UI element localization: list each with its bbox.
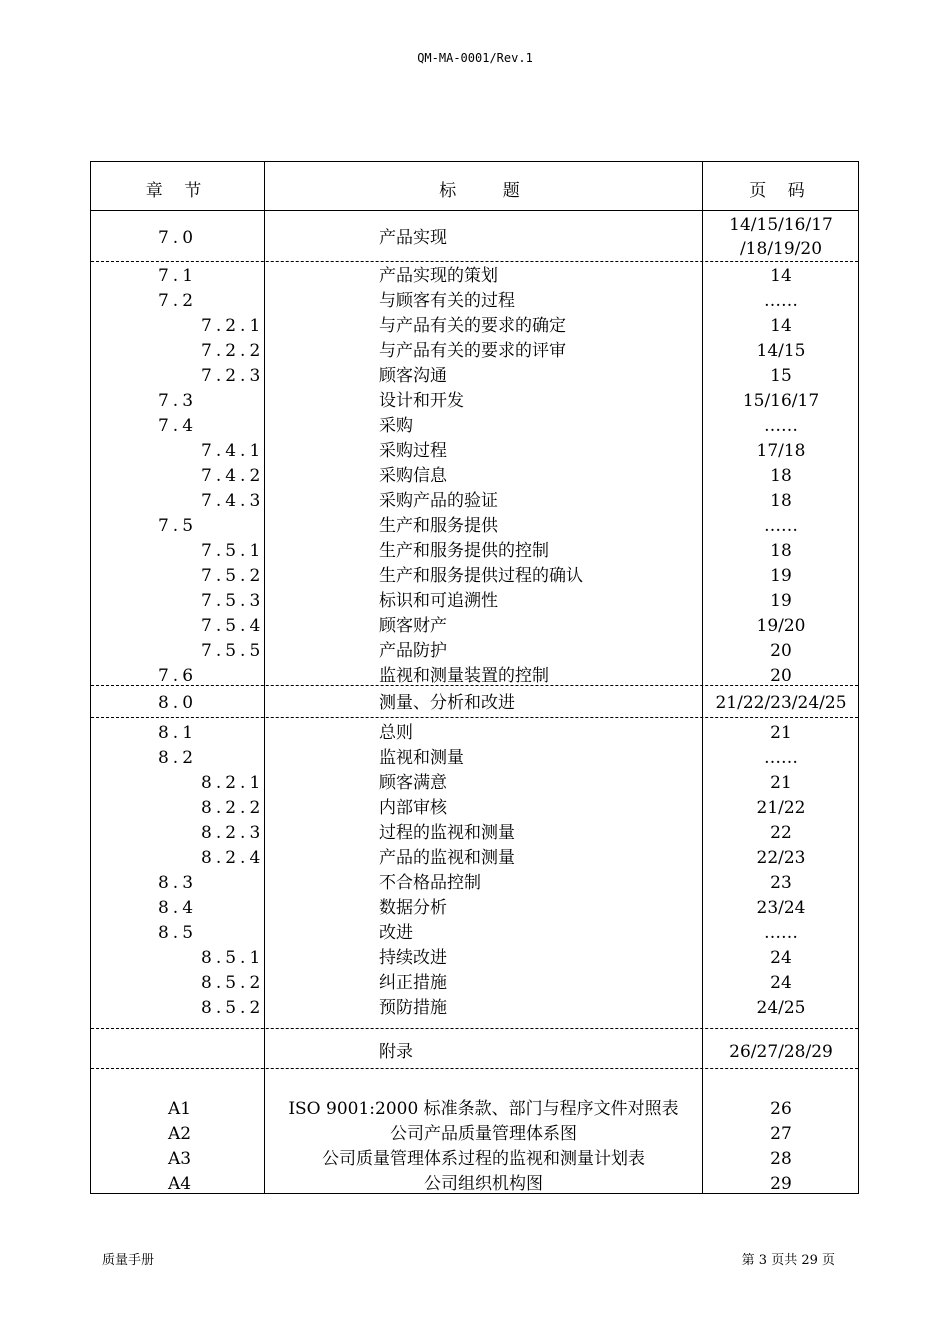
section-number: A1 xyxy=(168,1099,192,1119)
section-number: 7.4 xyxy=(157,416,198,436)
section-number: 7.3 xyxy=(157,391,198,411)
entry-title: ISO 9001:2000 标准条款、部门与程序文件对照表 xyxy=(288,1099,679,1119)
page-number: 29 xyxy=(770,1174,792,1194)
page-number: 21/22/23/24/25 xyxy=(715,693,847,713)
page-number: 19/20 xyxy=(756,616,806,636)
section-number: 7.4.2 xyxy=(201,466,265,486)
page-number-continued: /18/19/20 xyxy=(739,239,823,259)
page-number: 24/25 xyxy=(756,998,806,1018)
entry-title: 数据分析 xyxy=(379,898,447,918)
entry-title: 采购 xyxy=(379,416,413,436)
section-number: 8.3 xyxy=(157,873,198,893)
section-number: 7.6 xyxy=(157,666,198,686)
header-title: 标 题 xyxy=(439,181,528,201)
page-number: 26/27/28/29 xyxy=(729,1042,833,1062)
entry-title: 总则 xyxy=(379,723,413,743)
entry-title: 与顾客有关的过程 xyxy=(379,291,515,311)
page-number: 18 xyxy=(770,541,792,561)
section-number: 7.0 xyxy=(157,228,198,248)
footer-page-info: 第 3 页共 29 页 xyxy=(741,1253,835,1268)
page-number: 21 xyxy=(770,773,792,793)
section-number: 8.2.4 xyxy=(201,848,265,868)
entry-title: 预防措施 xyxy=(379,998,447,1018)
page-number: 18 xyxy=(770,491,792,511)
page-number: …… xyxy=(764,748,798,768)
entry-title: 公司产品质量管理体系图 xyxy=(390,1124,577,1144)
page-number: 14/15/16/17 xyxy=(729,215,833,235)
page-number: 20 xyxy=(770,641,792,661)
section-number: A4 xyxy=(168,1174,192,1194)
page-number: 14 xyxy=(770,316,792,336)
entry-title: 产品实现的策划 xyxy=(379,266,498,286)
page-number: 15/16/17 xyxy=(742,391,820,411)
entry-title: 产品实现 xyxy=(379,228,447,248)
page-number: …… xyxy=(764,516,798,536)
entry-title: 产品防护 xyxy=(379,641,447,661)
page-number: 24 xyxy=(770,948,792,968)
section-number: A2 xyxy=(168,1124,192,1144)
page-number: …… xyxy=(764,923,798,943)
entry-title: 监视和测量 xyxy=(379,748,464,768)
entry-title: 标识和可追溯性 xyxy=(379,591,498,611)
section-number: 8.0 xyxy=(157,693,198,713)
section-number: 7.5.3 xyxy=(201,591,265,611)
section-number: 8.2 xyxy=(157,748,198,768)
section-number: 8.5 xyxy=(157,923,198,943)
section-number: 7.4.1 xyxy=(201,441,265,461)
entry-title: 附录 xyxy=(379,1042,413,1062)
entry-title: 顾客财产 xyxy=(379,616,447,636)
page-number: 23/24 xyxy=(756,898,806,918)
section-number: 7.2 xyxy=(157,291,198,311)
entry-title: 生产和服务提供 xyxy=(379,516,498,536)
section-number: 8.5.2 xyxy=(201,973,265,993)
entry-title: 持续改进 xyxy=(379,948,447,968)
section-number: 7.4.3 xyxy=(201,491,265,511)
section-number: 7.2.3 xyxy=(201,366,265,386)
entry-title: 顾客满意 xyxy=(379,773,447,793)
group-divider xyxy=(91,1068,858,1069)
contents-table xyxy=(90,161,859,1194)
section-number: 8.2.1 xyxy=(201,773,265,793)
page-number: 22 xyxy=(770,823,792,843)
entry-title: 过程的监视和测量 xyxy=(379,823,515,843)
group-divider xyxy=(91,261,858,262)
page-number: 22/23 xyxy=(756,848,806,868)
header-page: 页 码 xyxy=(749,181,813,201)
section-number: 7.5.1 xyxy=(201,541,265,561)
section-number: 7.5 xyxy=(157,516,198,536)
page-number: 27 xyxy=(770,1124,792,1144)
page-number: 14/15 xyxy=(756,341,806,361)
entry-title: 改进 xyxy=(379,923,413,943)
entry-title: 采购产品的验证 xyxy=(379,491,498,511)
footer-manual-name: 质量手册 xyxy=(102,1253,155,1268)
entry-title: 与产品有关的要求的确定 xyxy=(379,316,566,336)
section-number: 8.2.2 xyxy=(201,798,265,818)
page-number: 15 xyxy=(770,366,792,386)
entry-title: 测量、分析和改进 xyxy=(379,693,515,713)
entry-title: 纠正措施 xyxy=(379,973,447,993)
entry-title: 生产和服务提供过程的确认 xyxy=(379,566,583,586)
page-number: 23 xyxy=(770,873,792,893)
group-divider xyxy=(91,717,858,718)
entry-title: 公司组织机构图 xyxy=(424,1174,543,1194)
header-section: 章 节 xyxy=(145,181,210,201)
page-number: …… xyxy=(764,291,798,311)
entry-title: 不合格品控制 xyxy=(379,873,481,893)
entry-title: 监视和测量装置的控制 xyxy=(379,666,549,686)
section-number: 7.2.1 xyxy=(201,316,265,336)
entry-title: 采购过程 xyxy=(379,441,447,461)
page-number: 19 xyxy=(770,591,792,611)
section-number: 7.5.4 xyxy=(201,616,265,636)
section-number: 8.1 xyxy=(157,723,198,743)
page-number: 26 xyxy=(770,1099,792,1119)
section-number: 7.1 xyxy=(157,266,198,286)
section-number: 8.2.3 xyxy=(201,823,265,843)
entry-title: 内部审核 xyxy=(379,798,447,818)
page-number: 19 xyxy=(770,566,792,586)
section-number: 7.5.2 xyxy=(201,566,265,586)
entry-title: 顾客沟通 xyxy=(379,366,447,386)
page-number: 28 xyxy=(770,1149,792,1169)
page-number: 21 xyxy=(770,723,792,743)
page-number: 18 xyxy=(770,466,792,486)
page-number: 24 xyxy=(770,973,792,993)
document-code: QM-MA-0001/Rev.1 xyxy=(417,51,533,65)
entry-title: 设计和开发 xyxy=(379,391,464,411)
page-number: 21/22 xyxy=(756,798,806,818)
header-divider xyxy=(91,210,858,211)
page-number: 14 xyxy=(770,266,792,286)
section-number: 8.5.2 xyxy=(201,998,265,1018)
section-number: A3 xyxy=(168,1149,192,1169)
group-divider xyxy=(91,1028,858,1029)
page-number: …… xyxy=(764,416,798,436)
page-number: 17/18 xyxy=(756,441,806,461)
section-number: 8.5.1 xyxy=(201,948,265,968)
page-number: 20 xyxy=(770,666,792,686)
entry-title: 生产和服务提供的控制 xyxy=(379,541,549,561)
entry-title: 产品的监视和测量 xyxy=(379,848,515,868)
entry-title: 采购信息 xyxy=(379,466,447,486)
entry-title: 与产品有关的要求的评审 xyxy=(379,341,566,361)
entry-title: 公司质量管理体系过程的监视和测量计划表 xyxy=(322,1149,645,1169)
section-number: 8.4 xyxy=(157,898,198,918)
section-number: 7.2.2 xyxy=(201,341,265,361)
section-number: 7.5.5 xyxy=(201,641,265,661)
